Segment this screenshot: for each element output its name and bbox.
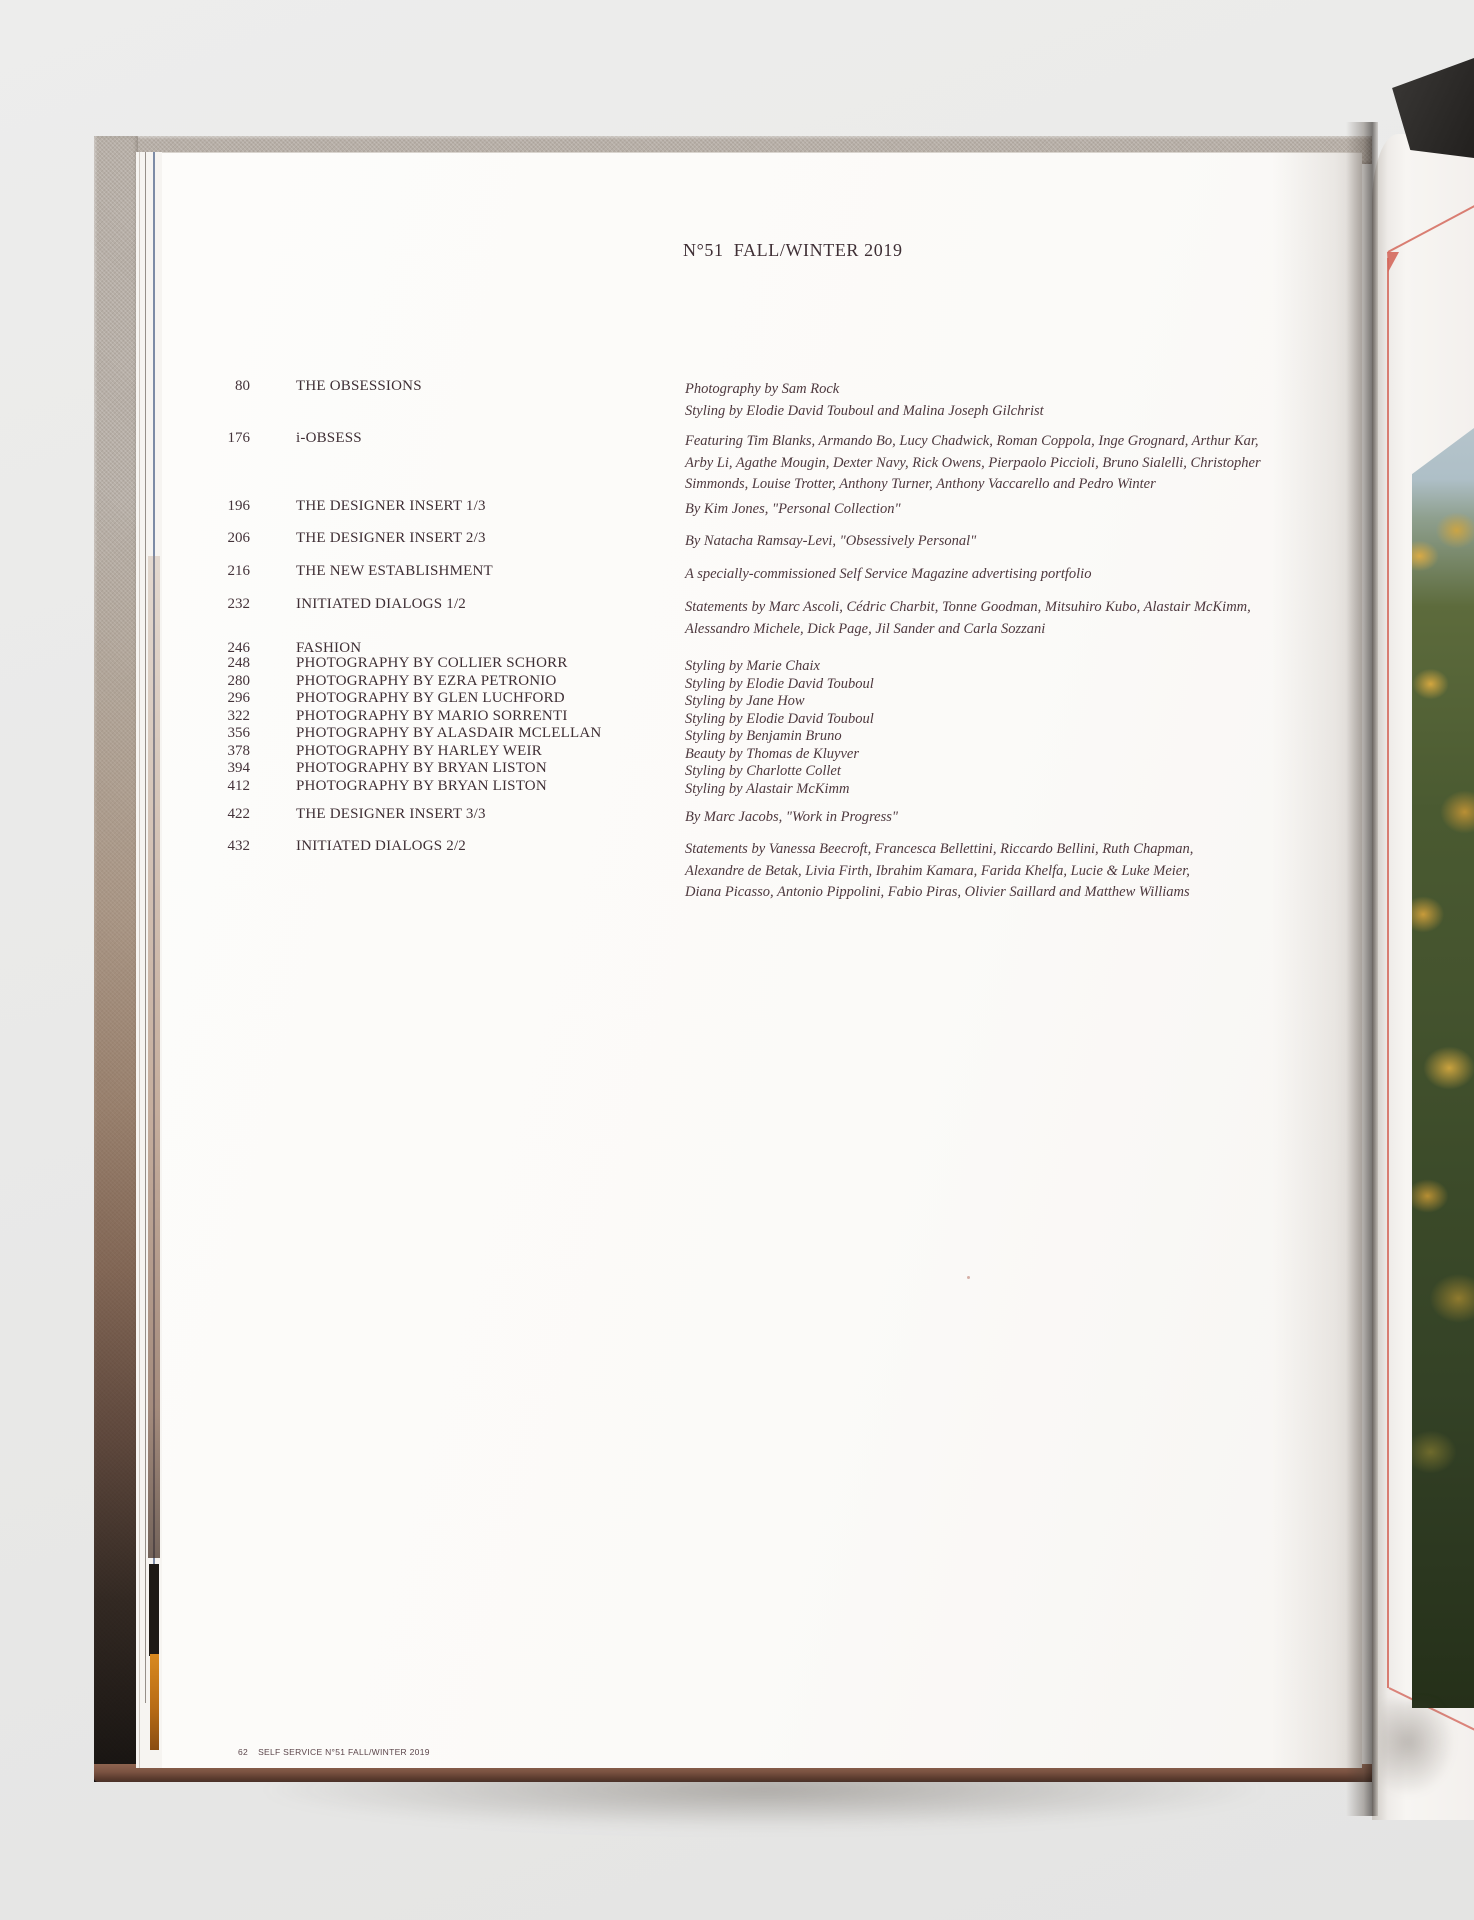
credit-line: Styling by Charlotte Collet bbox=[685, 763, 841, 779]
page-edge-amber-strip bbox=[150, 1654, 159, 1750]
credit-line: Alexandre de Betak, Livia Firth, Ibrahim Kamara, Farida Khelfa, Lucie & Luke Meier, bbox=[685, 862, 1190, 879]
credit-line: Styling by Marie Chaix bbox=[685, 658, 820, 674]
page-edge-stack bbox=[136, 152, 164, 1768]
credit-line: Featuring Tim Blanks, Armando Bo, Lucy Chadwick, Roman Coppola, Inge Grognard, Arthur Kar, bbox=[685, 433, 1259, 449]
toc-entry-title: THE DESIGNER INSERT 2/3 bbox=[296, 530, 486, 546]
toc-page-number: 432 bbox=[227, 838, 250, 854]
toc-page bbox=[162, 152, 1362, 1768]
toc-entry-credits bbox=[685, 839, 1375, 904]
credit-line: Styling by Benjamin Bruno bbox=[685, 728, 842, 744]
toc-rows bbox=[162, 152, 1362, 1768]
toc-row bbox=[162, 430, 1362, 492]
toc-page-number: 176 bbox=[227, 430, 250, 446]
toc-page-number: 412 bbox=[227, 778, 250, 794]
toc-row bbox=[162, 655, 1362, 675]
toc-page-number: 196 bbox=[227, 498, 250, 514]
credit-line: Diana Picasso, Antonio Pippolini, Fabio Piras, Olivier Saillard and Matthew Williams bbox=[685, 884, 1190, 900]
credit-line: Alessandro Michele, Dick Page, Jil Sander and Carla Sozzani bbox=[685, 620, 1046, 637]
toc-entry-title: PHOTOGRAPHY BY BRYAN LISTON bbox=[296, 778, 547, 794]
page-edge-black-strip bbox=[149, 1564, 159, 1656]
toc-page-number: 378 bbox=[227, 743, 250, 759]
toc-entry-title: PHOTOGRAPHY BY GLEN LUCHFORD bbox=[296, 690, 565, 706]
toc-entry-title: THE DESIGNER INSERT 1/3 bbox=[296, 498, 486, 514]
toc-entry-title: THE DESIGNER INSERT 3/3 bbox=[296, 806, 486, 822]
cover-spine-edge bbox=[94, 136, 138, 1782]
toc-row bbox=[162, 563, 1362, 583]
toc-page-number: 232 bbox=[227, 596, 250, 612]
toc-entry-credits bbox=[685, 597, 1375, 640]
toc-entry-credits bbox=[685, 779, 1375, 801]
page-edge-photo-tint bbox=[148, 556, 160, 1558]
toc-entry-title: INITIATED DIALOGS 1/2 bbox=[296, 596, 467, 612]
toc-entry-credits bbox=[685, 531, 1375, 553]
toc-row bbox=[162, 725, 1362, 745]
page-edge-line bbox=[139, 152, 140, 1768]
toc-entry-title: PHOTOGRAPHY BY COLLIER SCHORR bbox=[296, 655, 568, 671]
toc-row bbox=[162, 778, 1362, 798]
credit-line: Simmonds, Louise Trotter, Anthony Turner, Anthony Vaccarello and Pedro Winter bbox=[685, 476, 1156, 492]
toc-entry-credits bbox=[685, 499, 1375, 521]
footer-text: SELF SERVICE N°51 FALL/WINTER 2019 bbox=[258, 1747, 430, 1757]
toc-page-number: 248 bbox=[227, 655, 250, 671]
gutter-shadow bbox=[1346, 122, 1378, 1816]
credit-line: Photography by Sam Rock bbox=[685, 381, 840, 397]
credit-line: Statements by Marc Ascoli, Cédric Charbit, Tonne Goodman, Mitsuhiro Kubo, Alastair McKimm, bbox=[685, 599, 1251, 615]
toc-page-number: 356 bbox=[227, 725, 250, 741]
toc-entry-title: PHOTOGRAPHY BY EZRA PETRONIO bbox=[296, 673, 557, 689]
credit-line: Styling by Alastair McKimm bbox=[685, 781, 850, 797]
toc-page-number: 206 bbox=[227, 530, 250, 546]
toc-entry-credits bbox=[685, 564, 1375, 586]
toc-row bbox=[162, 690, 1362, 710]
toc-row bbox=[162, 760, 1362, 780]
toc-page-number: 246 bbox=[227, 640, 250, 656]
toc-entry-credits bbox=[685, 807, 1375, 829]
toc-row bbox=[162, 838, 1362, 900]
toc-row bbox=[162, 806, 1362, 826]
paper-speck bbox=[967, 1276, 970, 1279]
toc-entry-title: THE OBSESSIONS bbox=[296, 378, 422, 394]
credit-line: By Natacha Ramsay-Levi, "Obsessively Personal" bbox=[685, 533, 977, 549]
toc-row bbox=[162, 378, 1362, 419]
toc-row bbox=[162, 498, 1362, 518]
right-page-red-frame-vertical bbox=[1387, 258, 1389, 1688]
toc-entry-title: PHOTOGRAPHY BY MARIO SORRENTI bbox=[296, 708, 568, 724]
credit-line: Styling by Jane How bbox=[685, 693, 805, 709]
page-footer bbox=[238, 1747, 430, 1757]
credit-line: Beauty by Thomas de Kluyver bbox=[685, 746, 859, 762]
toc-page-number: 422 bbox=[227, 806, 250, 822]
toc-page-number: 394 bbox=[227, 760, 250, 776]
book-drop-shadow bbox=[64, 1768, 1464, 1888]
toc-entry-credits bbox=[685, 379, 1375, 422]
toc-row bbox=[162, 530, 1362, 550]
toc-entry-title: THE NEW ESTABLISHMENT bbox=[296, 563, 493, 579]
credit-line: By Marc Jacobs, "Work in Progress" bbox=[685, 809, 898, 825]
toc-page-number: 322 bbox=[227, 708, 250, 724]
toc-row bbox=[162, 596, 1362, 637]
credit-line: Statements by Vanessa Beecroft, Francesca Bellettini, Riccardo Bellini, Ruth Chapman, bbox=[685, 841, 1194, 857]
credit-line: Styling by Elodie David Touboul and Malina Joseph Gilchrist bbox=[685, 402, 1044, 419]
toc-entry-title: INITIATED DIALOGS 2/2 bbox=[296, 838, 467, 854]
page-title: N°51 FALL/WINTER 2019 bbox=[683, 240, 903, 260]
footer-page-number: 62 bbox=[238, 1747, 249, 1757]
credit-line: Styling by Elodie David Touboul bbox=[685, 676, 874, 692]
page-edge-line bbox=[145, 152, 146, 1703]
toc-entry-title: i-OBSESS bbox=[296, 430, 362, 446]
toc-entry-title: PHOTOGRAPHY BY BRYAN LISTON bbox=[296, 760, 547, 776]
credit-line: Arby Li, Agathe Mougin, Dexter Navy, Rick Owens, Pierpaolo Piccioli, Bruno Sialelli, Christopher bbox=[685, 454, 1261, 471]
cover-photo-print bbox=[94, 136, 138, 1782]
toc-page-number: 80 bbox=[235, 378, 250, 394]
right-page-curl-shadow bbox=[1380, 1700, 1474, 1840]
credit-line: By Kim Jones, "Personal Collection" bbox=[685, 501, 901, 517]
toc-entry-title: FASHION bbox=[296, 640, 362, 656]
toc-entry-title: PHOTOGRAPHY BY ALASDAIR MCLELLAN bbox=[296, 725, 602, 741]
toc-page-number: 216 bbox=[227, 563, 250, 579]
toc-page-number: 280 bbox=[227, 673, 250, 689]
credit-line: A specially-commissioned Self Service Magazine advertising portfolio bbox=[685, 566, 1092, 582]
toc-entry-credits bbox=[685, 431, 1375, 496]
toc-page-number: 296 bbox=[227, 690, 250, 706]
toc-entry-title: PHOTOGRAPHY BY HARLEY WEIR bbox=[296, 743, 542, 759]
credit-line: Styling by Elodie David Touboul bbox=[685, 711, 874, 727]
right-page-photo-trees bbox=[1412, 428, 1474, 1708]
